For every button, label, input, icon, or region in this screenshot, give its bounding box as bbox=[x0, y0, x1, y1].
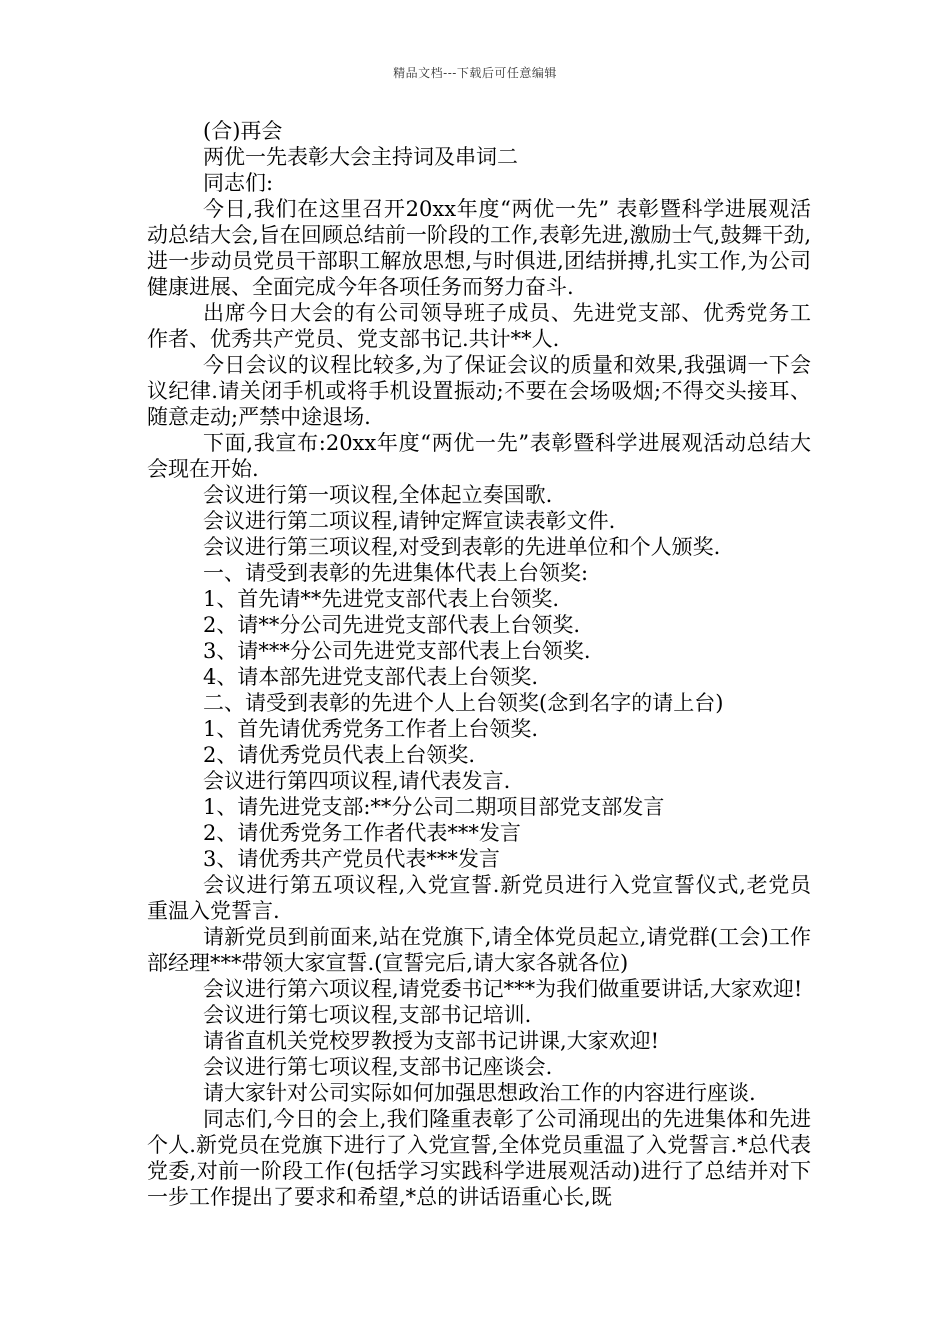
closing-paragraph: 同志们,今日的会上,我们隆重表彰了公司涌现出的先进集体和先进个人.新党员在党旗下进行了入党宣誓,全体党员重温了入党誓言.*总代表党委,对前一阶段工作(包括学习实践科学进展观活动)进行了总结并对下一步工作提出了要求和希望,*总的讲话语重心长,既 bbox=[147, 1107, 811, 1209]
salutation: 同志们: bbox=[203, 171, 274, 195]
document-body bbox=[147, 118, 811, 1210]
agenda-line: 2、请优秀党务工作者代表***发言 bbox=[203, 821, 521, 845]
agenda-line: 4、请本部先进党支部代表上台领奖. bbox=[203, 665, 539, 689]
agenda-line: 会议进行第二项议程,请钟定辉宣读表彰文件. bbox=[203, 509, 616, 533]
discipline-paragraph: 今日会议的议程比较多,为了保证会议的质量和效果,我强调一下会议纪律.请关闭手机或将手机设置振动;不要在会场吸烟;不得交头接耳、随意走动;严禁中途退场. bbox=[147, 353, 811, 429]
agenda-line: 3、请优秀共产党员代表***发言 bbox=[203, 847, 500, 871]
agenda-line: 1、请先进党支部:**分公司二期项目部党支部发言 bbox=[203, 795, 665, 819]
page-header: 精品文档---下载后可任意编辑 bbox=[393, 66, 557, 80]
closing-remark-line: (合)再会 bbox=[203, 119, 283, 143]
oath-paragraph: 会议进行第五项议程,入党宣誓.新党员进行入党宣誓仪式,老党员重温入党誓言. bbox=[147, 873, 811, 923]
agenda-line: 请大家针对公司实际如何加强思想政治工作的内容进行座谈. bbox=[203, 1081, 756, 1105]
agenda-line: 1、首先请优秀党务工作者上台领奖. bbox=[203, 717, 539, 741]
announcement-paragraph: 下面,我宣布:20xx年度“两优一先”表彰暨科学进展观活动总结大会现在开始. bbox=[147, 431, 811, 481]
document-title: 两优一先表彰大会主持词及串词二 bbox=[203, 145, 518, 169]
opening-paragraph: 今日,我们在这里召开20xx年度“两优一先” 表彰暨科学进展观活动总结大会,旨在回顾总结前一阶段的工作,表彰先进,激励士气,鼓舞干劲,进一步动员党员干部职工解放思想,与时俱进,团结拼搏,扎实工作,为公司健康进展、全面完成今年各项任务而努力奋斗. bbox=[147, 197, 811, 299]
agenda-line: 2、请**分公司先进党支部代表上台领奖. bbox=[203, 613, 581, 637]
agenda-line: 会议进行第四项议程,请代表发言. bbox=[203, 769, 511, 793]
agenda-line: 请省直机关党校罗教授为支部书记讲课,大家欢迎! bbox=[203, 1029, 660, 1053]
attendees-paragraph: 出席今日大会的有公司领导班子成员、先进党支部、优秀党务工作者、优秀共产党员、党支部书记.共计**人. bbox=[147, 301, 811, 351]
agenda-line: 3、请***分公司先进党支部代表上台领奖. bbox=[203, 639, 591, 663]
agenda-line: 一、请受到表彰的先进集体代表上台领奖: bbox=[203, 561, 589, 585]
agenda-line: 会议进行第一项议程,全体起立奏国歌. bbox=[203, 483, 553, 507]
speech-paragraph: 会议进行第六项议程,请党委书记***为我们做重要讲话,大家欢迎! bbox=[203, 977, 803, 1001]
agenda-line: 1、首先请**先进党支部代表上台领奖. bbox=[203, 587, 560, 611]
agenda-line: 2、请优秀党员代表上台领奖. bbox=[203, 743, 476, 767]
agenda-line: 二、请受到表彰的先进个人上台领奖(念到名字的请上台) bbox=[203, 691, 724, 715]
oath-instruction-paragraph: 请新党员到前面来,站在党旗下,请全体党员起立,请党群(工会)工作部经理***带领大家宣誓.(宣誓完后,请大家各就各位) bbox=[147, 925, 811, 975]
agenda-line: 会议进行第三项议程,对受到表彰的先进单位和个人颁奖. bbox=[203, 535, 721, 559]
agenda-line: 会议进行第七项议程,支部书记培训. bbox=[203, 1003, 532, 1027]
agenda-line: 会议进行第七项议程,支部书记座谈会. bbox=[203, 1055, 553, 1079]
